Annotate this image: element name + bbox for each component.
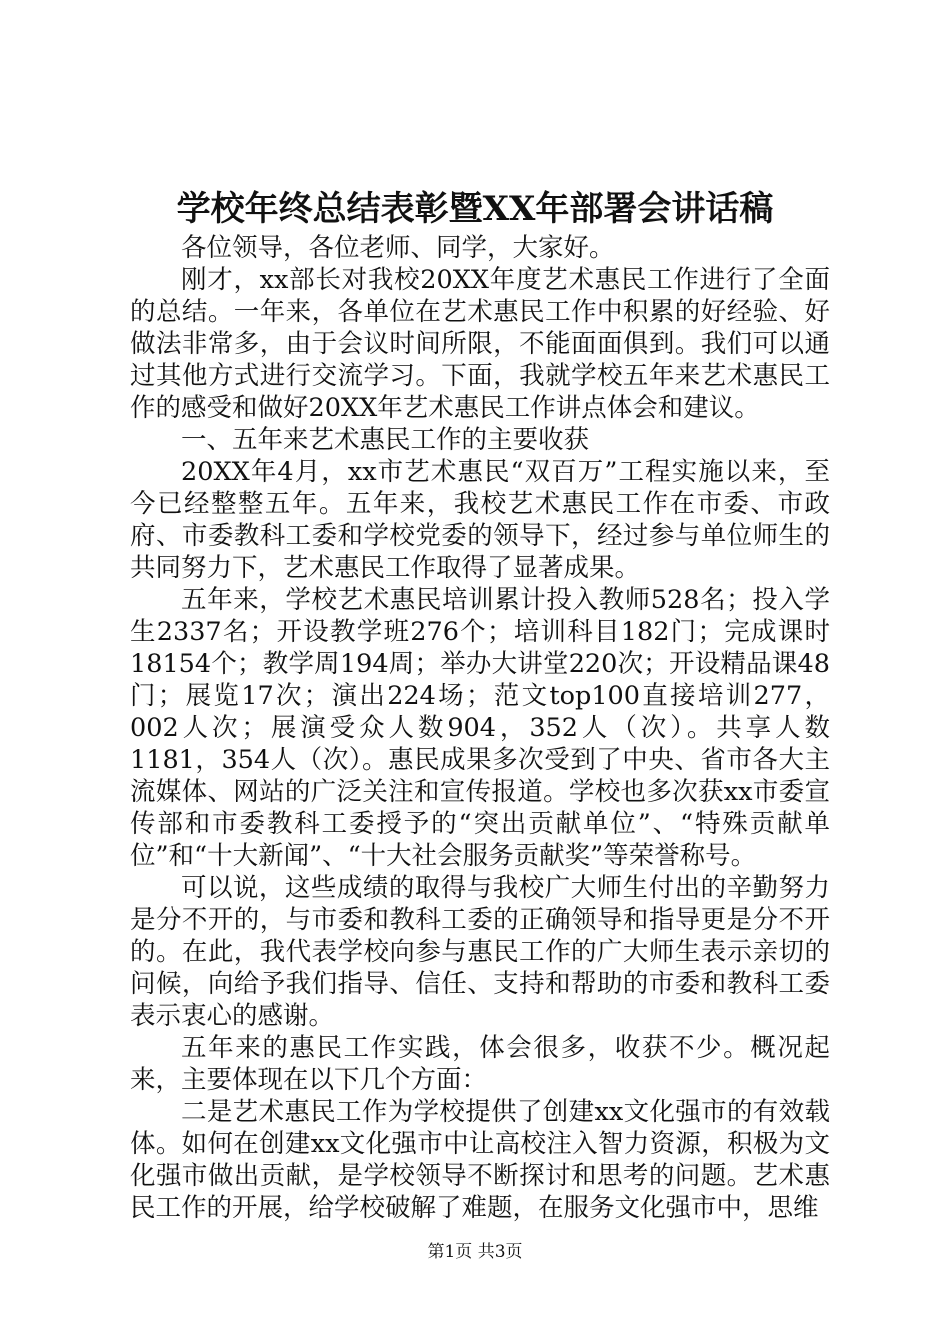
paragraph-thanks: 可以说，这些成绩的取得与我校广大师生付出的辛勤努力是分不开的，与市委和教科工委的正确领导和指导更是分不开的。在此，我代表学校向参与惠民工作的广大师生表示亲切的问候，向给予我们指导、信任、支持和帮助的市委和教科工委表示衷心的感谢。 [130, 873, 830, 1031]
page-footer: 第1页 共3页 [427, 1242, 523, 1262]
paragraph-greeting: 各位领导，各位老师、同学，大家好。 [181, 233, 615, 263]
paragraph-statistics: 五年来，学校艺术惠民培训累计投入教师528名；投入学生2337名；开设教学班276个；培训科目182门；完成课时18154个；教学周194周；举办大讲堂220次；开设精品课48门；展览17次；演出224场；范文top100直接培训277，002人次；展演受众人数904，352人（次）。共享人数1181，354人（次）。惠民成果多次受到了中央、省市各大主流媒体、网站的广泛关注和宣传报道。学校也多次获xx市委宣传部和市委教科工委授予的“突出贡献单位”、“特殊贡献单位”和“十大新闻”、“十大社会服务贡献奖”等荣誉称号。 [130, 585, 830, 871]
paragraph-intro: 刚才，xx部长对我校20XX年度艺术惠民工作进行了全面的总结。一年来，各单位在艺术惠民工作中积累的好经验、好做法非常多，由于会议时间所限，不能面面俱到。我们可以通过其他方式进行交流学习。下面，我就学校五年来艺术惠民工作的感受和做好20XX年艺术惠民工作讲点体会和建议。 [130, 265, 830, 423]
document-body [130, 232, 830, 1224]
paragraph-point-two: 二是艺术惠民工作为学校提供了创建xx文化强市的有效载体。如何在创建xx文化强市中让高校注入智力资源，积极为文化强市做出贡献，是学校领导不断探讨和思考的问题。艺术惠民工作的开展，给学校破解了难题，在服务文化强市中，思维 [130, 1097, 830, 1223]
paragraph-background: 20XX年4月，xx市艺术惠民“双百万”工程实施以来，至今已经整整五年。五年来，我校艺术惠民工作在市委、市政府、市委教科工委和学校党委的领导下，经过参与单位师生的共同努力下，艺术惠民工作取得了显著成果。 [130, 457, 830, 583]
document-title: 学校年终总结表彰暨XX年部署会讲话稿 [176, 189, 774, 229]
section-heading: 一、五年来艺术惠民工作的主要收获 [181, 425, 590, 455]
paragraph-summary: 五年来的惠民工作实践，体会很多，收获不少。概况起来，主要体现在以下几个方面： [130, 1033, 830, 1095]
